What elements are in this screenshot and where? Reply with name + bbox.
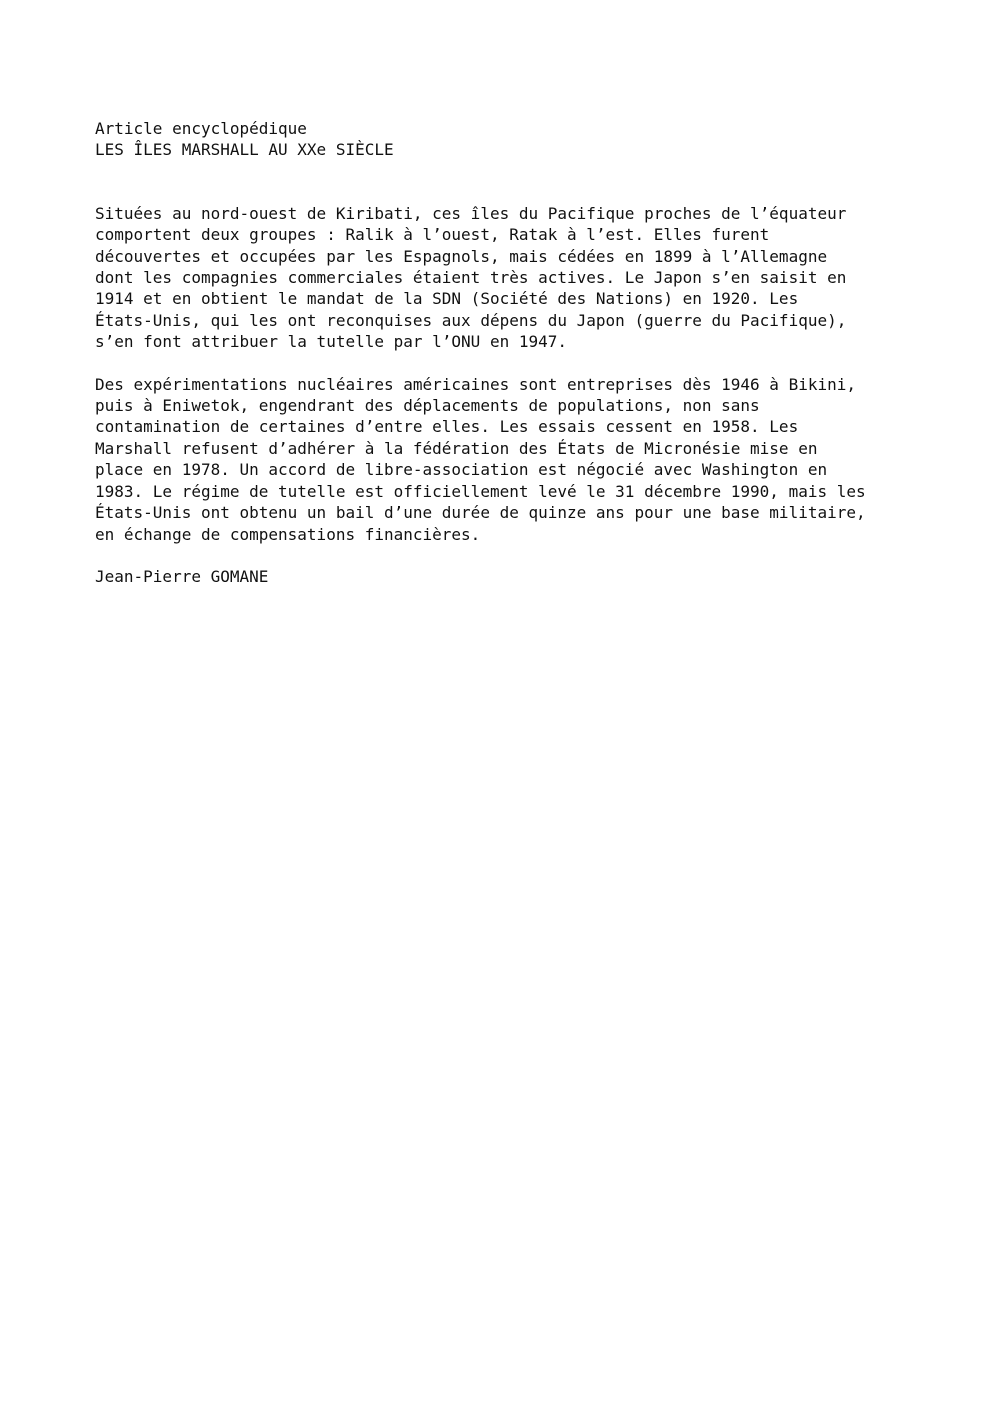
paragraph-line: s’en font attribuer la tutelle par l’ONU en 1947. <box>95 332 568 352</box>
paragraph-line: États-Unis, qui les ont reconquises aux dépens du Japon (guerre du Pacifique), <box>95 310 847 330</box>
document-page <box>95 118 915 587</box>
paragraph-line: Des expérimentations nucléaires américaines sont entreprises dès 1946 à Bikini, <box>95 374 856 394</box>
author-signature <box>95 566 915 587</box>
paragraph-line: découvertes et occupées par les Espagnols, mais cédées en 1899 à l’Allemagne <box>95 246 828 266</box>
paragraph-line: Marshall refusent d’adhérer à la fédération des États de Micronésie mise en <box>95 438 818 458</box>
paragraph-1 <box>95 203 915 353</box>
paragraph-line: contamination de certaines d’entre elles. Les essais cessent en 1958. Les <box>95 417 799 437</box>
paragraph-line: 1983. Le régime de tutelle est officiellement levé le 31 décembre 1990, mais les <box>95 481 866 501</box>
paragraph-line: place en 1978. Un accord de libre-association est négocié avec Washington en <box>95 460 828 480</box>
article-title: LES ÎLES MARSHALL AU XXe SIÈCLE <box>95 140 394 160</box>
document-header <box>95 118 915 161</box>
paragraph-2 <box>95 374 915 545</box>
article-kind: Article encyclopédique <box>95 119 307 138</box>
paragraph-line: en échange de compensations financières. <box>95 524 481 544</box>
paragraph-line: puis à Eniwetok, engendrant des déplacements de populations, non sans <box>95 396 760 416</box>
paragraph-line: États-Unis ont obtenu un bail d’une durée de quinze ans pour une base militaire, <box>95 503 866 523</box>
paragraph-line: dont les compagnies commerciales étaient très actives. Le Japon s’en saisit en <box>95 268 847 288</box>
paragraph-line: Situées au nord-ouest de Kiribati, ces îles du Pacifique proches de l’équateur <box>95 203 847 223</box>
author-name: Jean-Pierre GOMANE <box>95 566 269 586</box>
paragraph-line: comportent deux groupes : Ralik à l’ouest, Ratak à l’est. Elles furent <box>95 225 770 245</box>
paragraph-line: 1914 et en obtient le mandat de la SDN (Société des Nations) en 1920. Les <box>95 289 799 309</box>
